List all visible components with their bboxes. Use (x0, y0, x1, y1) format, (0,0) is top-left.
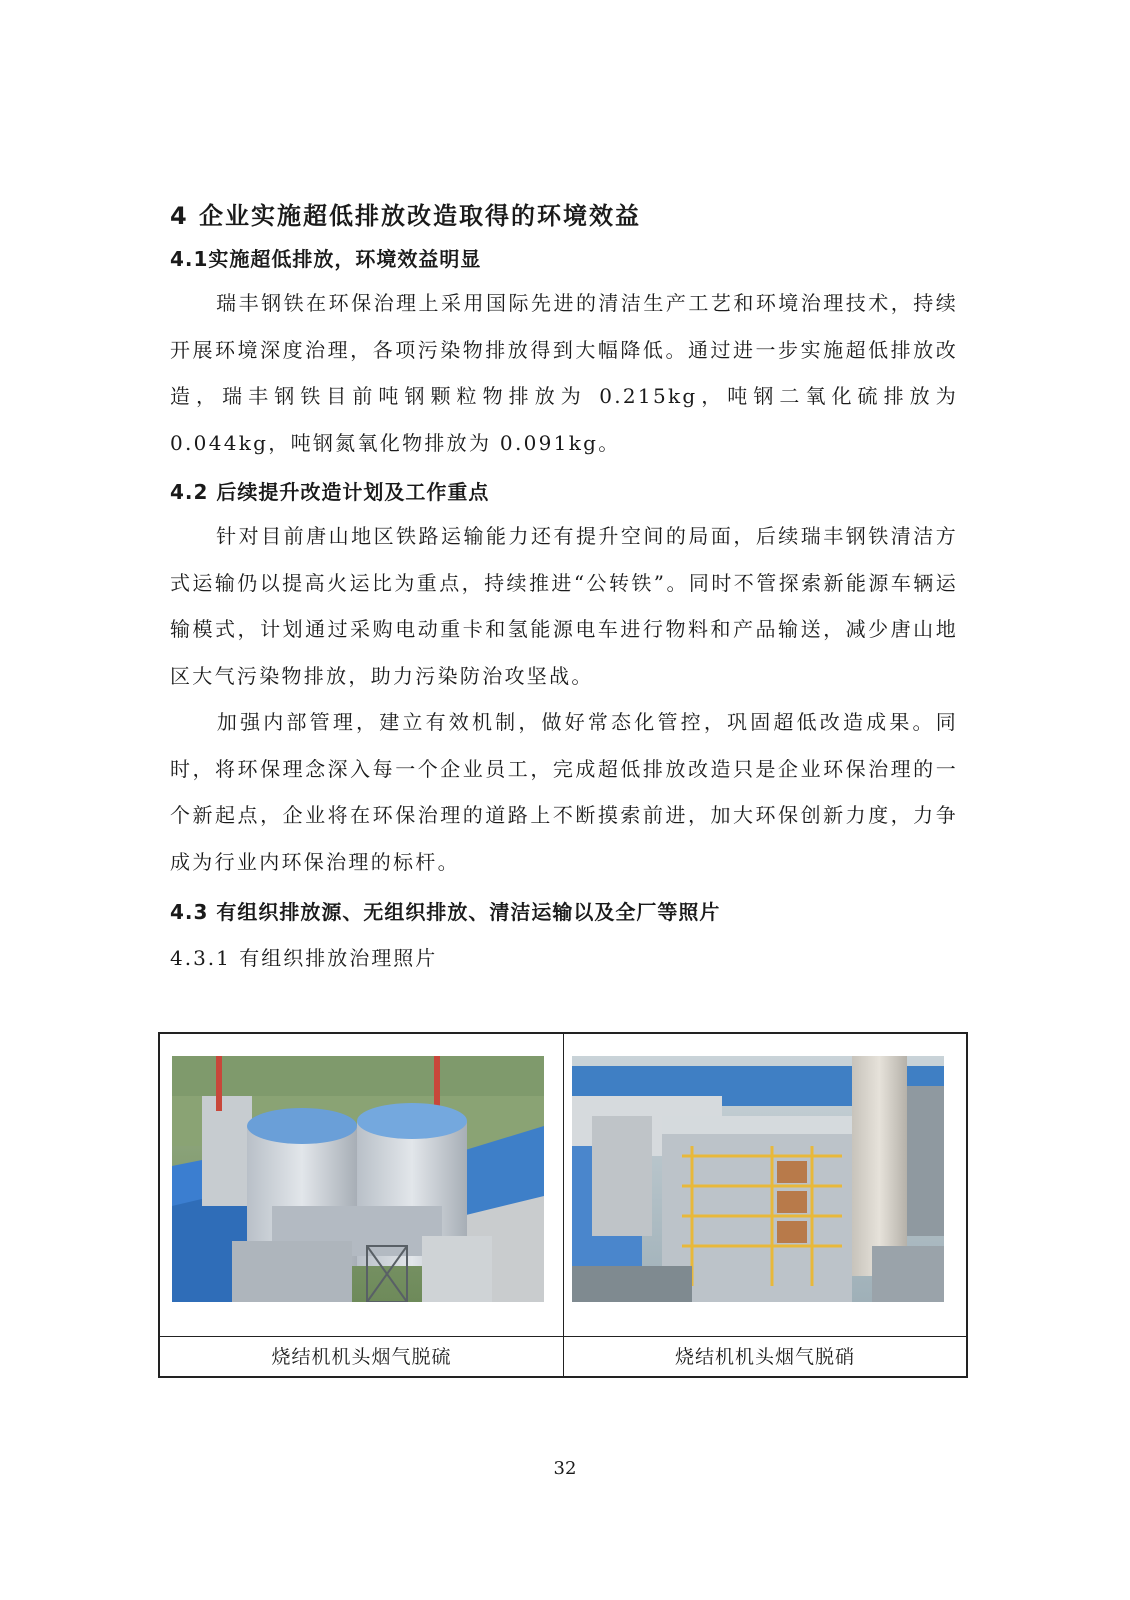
section-4-title: 4 企业实施超低排放改造取得的环境效益 (170, 202, 642, 230)
section-4-1-heading: 4.1实施超低排放，环境效益明显 (170, 247, 482, 271)
denitrification-photo (572, 1056, 944, 1302)
section-4-1-paragraph-text: 瑞丰钢铁在环保治理上采用国际先进的清洁生产工艺和环境治理技术，持续开展环境深度治理，各项污染物排放得到大幅降低。通过进一步实施超低排放改造，瑞丰钢铁目前吨钢颗粒物排放为 0.215kg，吨钢二氧化硫排放为 0.044kg，吨钢氮氧化物排放为 0.091kg。 (170, 291, 958, 455)
section-4-2-paragraph-1-text: 针对目前唐山地区铁路运输能力还有提升空间的局面，后续瑞丰钢铁清洁方式运输仍以提高火运比为重点，持续推进“公转铁”。同时不管探索新能源车辆运输模式，计划通过采购电动重卡和氢能源电车进行物料和产品输送，减少唐山地区大气污染物排放，助力污染防治攻坚战。 (170, 524, 958, 688)
section-4-1-paragraph (170, 280, 958, 466)
photo-table (158, 1032, 968, 1378)
table-divider-horizontal (160, 1336, 966, 1337)
right-photo-caption: 烧结机机头烟气脱硝 (674, 1346, 855, 1368)
page-number: 32 (553, 1458, 577, 1479)
section-4-2-paragraph-2 (170, 699, 958, 885)
desulfurization-photo (172, 1056, 544, 1302)
table-divider-vertical (563, 1034, 564, 1376)
section-4-3-1-heading: 4.3.1 有组织排放治理照片 (170, 946, 438, 970)
section-4-3-heading: 4.3 有组织排放源、无组织排放、清洁运输以及全厂等照片 (170, 900, 721, 924)
section-4-2-heading: 4.2 后续提升改造计划及工作重点 (170, 480, 490, 504)
section-4-2-paragraph-2-text: 加强内部管理，建立有效机制，做好常态化管控，巩固超低改造成果。同时，将环保理念深入每一个企业员工，完成超低排放改造只是企业环保治理的一个新起点，企业将在环保治理的道路上不断摸索前进，加大环保创新力度，力争成为行业内环保治理的标杆。 (170, 710, 958, 874)
left-photo-caption: 烧结机机头烟气脱硫 (271, 1346, 452, 1368)
section-4-2-paragraph-1 (170, 513, 958, 699)
